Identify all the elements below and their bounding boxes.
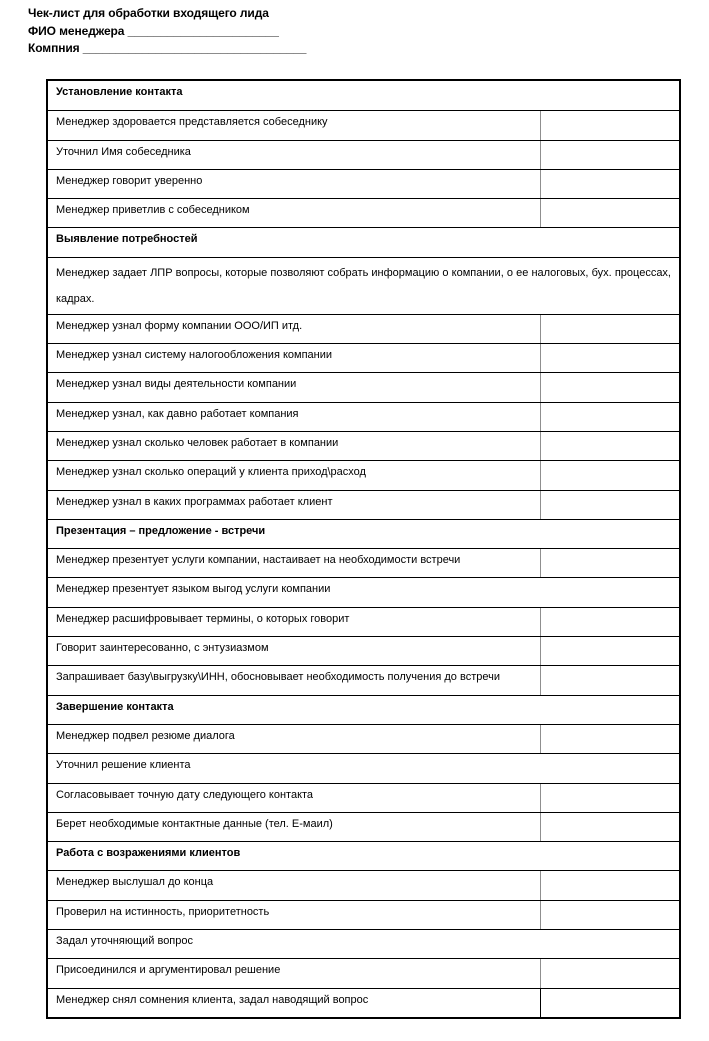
checklist-item-text: Уточнил решение клиента [56, 759, 191, 772]
checklist-item-text: Уточнил Имя собеседника [56, 145, 191, 158]
checklist-row [48, 636, 679, 665]
checklist-row [48, 314, 679, 343]
check-cell [540, 432, 679, 460]
checklist-row [48, 490, 679, 519]
check-cell [540, 813, 679, 841]
checklist-item-text: Менеджер здоровается представляется собеседнику [56, 116, 328, 129]
checklist-row [48, 812, 679, 841]
check-cell [540, 959, 679, 987]
checklist-row [48, 753, 679, 782]
checklist-item-text: Менеджер узнал в каких программах работает клиент [56, 495, 333, 508]
checklist-row [48, 460, 679, 489]
checklist-row [48, 665, 679, 694]
check-cell [540, 461, 679, 489]
check-cell [540, 901, 679, 929]
checklist-item-text: Менеджер презентует языком выгод услуги компании [56, 583, 331, 596]
check-cell [540, 344, 679, 372]
check-cell [540, 725, 679, 753]
section-header-row [48, 841, 679, 870]
checklist-item-text: Менеджер узнал виды деятельности компании [56, 378, 297, 391]
section-header-label: Установление контакта [56, 86, 183, 98]
section-header-label: Завершение контакта [56, 700, 174, 713]
checklist-row [48, 958, 679, 987]
checklist-item-text: Менеджер узнал систему налогообложения компании [56, 349, 333, 362]
checklist-row [48, 257, 679, 314]
checklist-row [48, 577, 679, 606]
checklist-row [48, 548, 679, 577]
checklist-row [48, 783, 679, 812]
check-cell [540, 373, 679, 401]
checklist-item-text: Менеджер приветлив с собеседником [56, 204, 250, 217]
checklist-item-text: Менеджер подвел резюме диалога [56, 729, 235, 742]
checklist-item-text: Менеджер узнал форму компании ООО/ИП итд. [56, 319, 303, 332]
checklist-row [48, 402, 679, 431]
checklist-row [48, 140, 679, 169]
checklist-item-text: Проверил на истинность, приоритетность [56, 905, 270, 918]
section-header-label: Презентация – предложение - встречи [56, 524, 266, 537]
checklist-item-text: Менеджер узнал, как давно работает компания [56, 407, 299, 420]
check-cell [540, 111, 679, 139]
checklist-item-text: Согласовывает точную дату следующего контакта [56, 788, 314, 801]
checklist-item-text: Задал уточняющий вопрос [56, 935, 194, 948]
manager-name-line: ФИО менеджера _______________________ [28, 23, 279, 38]
checklist-item-text: Менеджер расшифровывает термины, о которых говорит [56, 612, 350, 625]
checklist-row [48, 198, 679, 227]
checklist-row [48, 431, 679, 460]
section-header-row [48, 695, 679, 724]
checklist-item-text: Менеджер задает ЛПР вопросы, которые позволяют собрать информацию о компании, о ее налоговых, бух. процессах, кадрах. [56, 266, 671, 305]
checklist-item-text: Менеджер узнал сколько человек работает в компании [56, 436, 339, 449]
check-cell [540, 989, 679, 1017]
checklist-row [48, 607, 679, 636]
checklist-row [48, 900, 679, 929]
check-cell [540, 637, 679, 665]
section-header-row [48, 519, 679, 548]
section-header-row [48, 227, 679, 256]
section-header-row [48, 81, 679, 110]
checklist-row [48, 372, 679, 401]
checklist-item-text: Менеджер презентует услуги компании, настаивает на необходимости встречи [56, 554, 461, 567]
document-header [28, 5, 306, 58]
check-cell [540, 608, 679, 636]
check-cell [540, 549, 679, 577]
check-cell [540, 141, 679, 169]
section-header-label: Работа с возражениями клиентов [56, 847, 241, 860]
section-header-label: Выявление потребностей [56, 233, 198, 246]
check-cell [540, 491, 679, 519]
checklist-row [48, 110, 679, 139]
checklist-item-text: Менеджер узнал сколько операций у клиента приход\расход [56, 466, 366, 479]
check-cell [540, 199, 679, 227]
document-title: Чек-лист для обработки входящего лида [28, 6, 269, 20]
checklist-item-text: Говорит заинтересованно, с энтузиазмом [56, 642, 269, 655]
checklist-row [48, 929, 679, 958]
check-cell [540, 403, 679, 431]
checklist-row [48, 343, 679, 372]
checklist-item-text: Менеджер выслушал до конца [56, 876, 214, 889]
check-cell [540, 170, 679, 198]
check-cell [540, 315, 679, 343]
check-cell [540, 871, 679, 899]
checklist-item-text: Берет необходимые контактные данные (тел. Е-маил) [56, 817, 333, 830]
check-cell [540, 784, 679, 812]
check-cell [540, 666, 679, 694]
company-name-line: Компния __________________________________ [28, 41, 307, 55]
checklist-row [48, 169, 679, 198]
checklist-item-text: Менеджер снял сомнения клиента, задал наводящий вопрос [56, 993, 369, 1006]
checklist-row [48, 724, 679, 753]
checklist-item-text: Присоединился и аргументировал решение [56, 964, 281, 977]
checklist-item-text: Менеджер говорит уверенно [56, 174, 203, 187]
checklist-item-text: Запрашивает базу\выгрузку\ИНН, обосновывает необходимость получения до встречи [56, 671, 500, 684]
checklist-row [48, 870, 679, 899]
checklist-table [46, 79, 681, 1019]
checklist-row [48, 988, 679, 1017]
